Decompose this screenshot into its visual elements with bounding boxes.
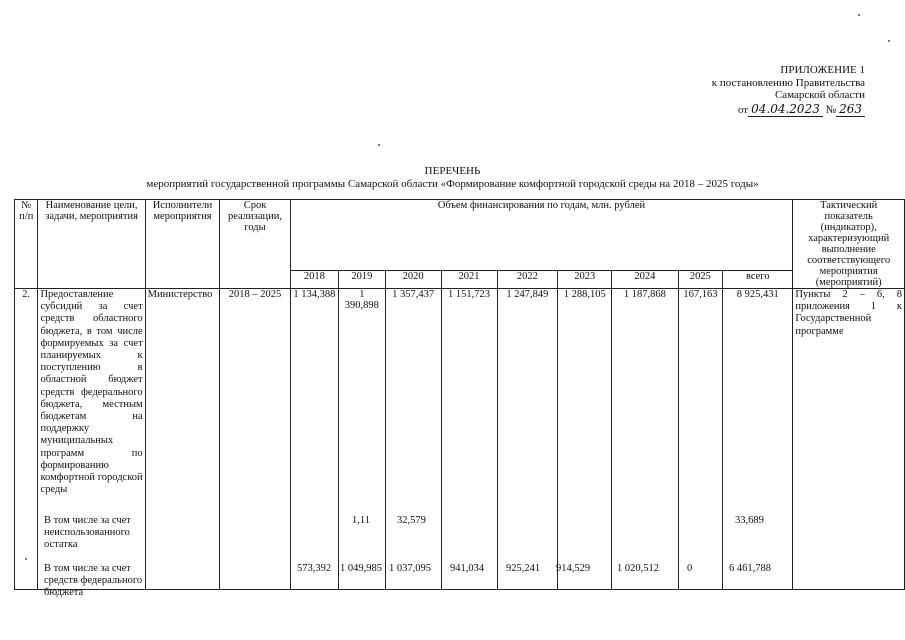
appendix-line-2: Самарской области (774, 89, 865, 101)
appendix-block (712, 64, 865, 116)
header-name: Наименование цели, задачи, мероприятия (38, 200, 145, 289)
row-term: 2018 – 2025 (220, 289, 290, 590)
header-executor: Исполнители мероприятия (145, 200, 220, 289)
row-num: 2. (15, 289, 38, 590)
scan-speck (858, 14, 860, 16)
heading-subtitle: мероприятий государственной программы Самарской области «Формирование комфортной городской среды на 2018 – 2025 годы» (146, 178, 759, 190)
date-handwritten: 04.04.2023 (748, 102, 823, 117)
sub1-value: 1,11 (352, 515, 370, 526)
document-heading (0, 165, 905, 191)
sub1-label: В том числе за счет неиспользованного остатка (44, 515, 131, 551)
header-year: 2019 (339, 271, 386, 289)
sub1-total: 33,689 (735, 515, 764, 526)
number-prefix: № (825, 103, 837, 116)
row-value: 1 247,849 (497, 289, 558, 590)
sub2-value: 1 020,512 (617, 563, 659, 574)
row-value: 1 288,105 (558, 289, 612, 590)
sub2-label: В том числе за счет средств федерального бюджета (44, 563, 143, 599)
header-year: 2018 (290, 271, 338, 289)
appendix-line-1: к постановлению Правительства (711, 76, 865, 89)
row-value: 1 151,723 (441, 289, 497, 590)
scan-speck (378, 144, 380, 146)
row-name: Предоставление субсидий за счет средств областного бюджета, в том числе формируемых за счет планируемых к поступлению в областной бюджет средств федерального бюджета, местным бюджетам на поддержку муниципальных программ по формированию комфортной городской среды (38, 289, 145, 590)
row-value: 1 357,437 (385, 289, 441, 590)
header-year: 2023 (558, 271, 612, 289)
sub2-value: 941,034 (450, 563, 485, 574)
row-value: 1 390,898 (339, 289, 386, 590)
header-year: 2024 (612, 271, 678, 289)
scan-speck (888, 40, 890, 42)
heading-title: ПЕРЕЧЕНЬ (424, 165, 481, 177)
header-year: 2020 (385, 271, 441, 289)
header-year: 2022 (497, 271, 558, 289)
appendix-title: ПРИЛОЖЕНИЕ 1 (780, 64, 865, 76)
sub2-value: 573,392 (297, 563, 332, 574)
header-term: Срок реализации, годы (220, 200, 290, 289)
date-prefix: от (737, 103, 749, 116)
row-value: 1 134,388 (290, 289, 338, 590)
sub2-value: 914,529 (556, 563, 591, 574)
funding-table (14, 199, 905, 590)
sub2-value: 1 037,095 (389, 563, 431, 574)
sub2-value: 1 049,985 (340, 563, 382, 574)
row-tactical: Пункты 2 – 6, 8 приложения 1 к Государственной программе (793, 289, 905, 590)
header-total: всего (723, 271, 793, 289)
header-year: 2025 (678, 271, 723, 289)
sub2-value: 0 (687, 563, 693, 574)
number-handwritten: 263 (836, 102, 865, 117)
table-row (15, 289, 905, 590)
row-total: 8 925,431 (723, 289, 793, 590)
header-num: № п/п (15, 200, 38, 289)
header-tactical: Тактический показатель (индикатор), характеризующий выполнение соответствующего мероприятия (мероприятий) (793, 200, 905, 289)
sub2-total: 6 461,788 (729, 563, 771, 574)
row-value: 1 187,868 (612, 289, 678, 590)
appendix-date-line (712, 103, 865, 117)
row-executor: Министерство (145, 289, 220, 590)
sub2-value: 925,241 (506, 563, 541, 574)
header-funding: Объем финансирования по годам, млн. рублей (290, 200, 793, 271)
header-year: 2021 (441, 271, 497, 289)
sub1-value: 32,579 (397, 515, 426, 526)
row-value: 167,163 (678, 289, 723, 590)
